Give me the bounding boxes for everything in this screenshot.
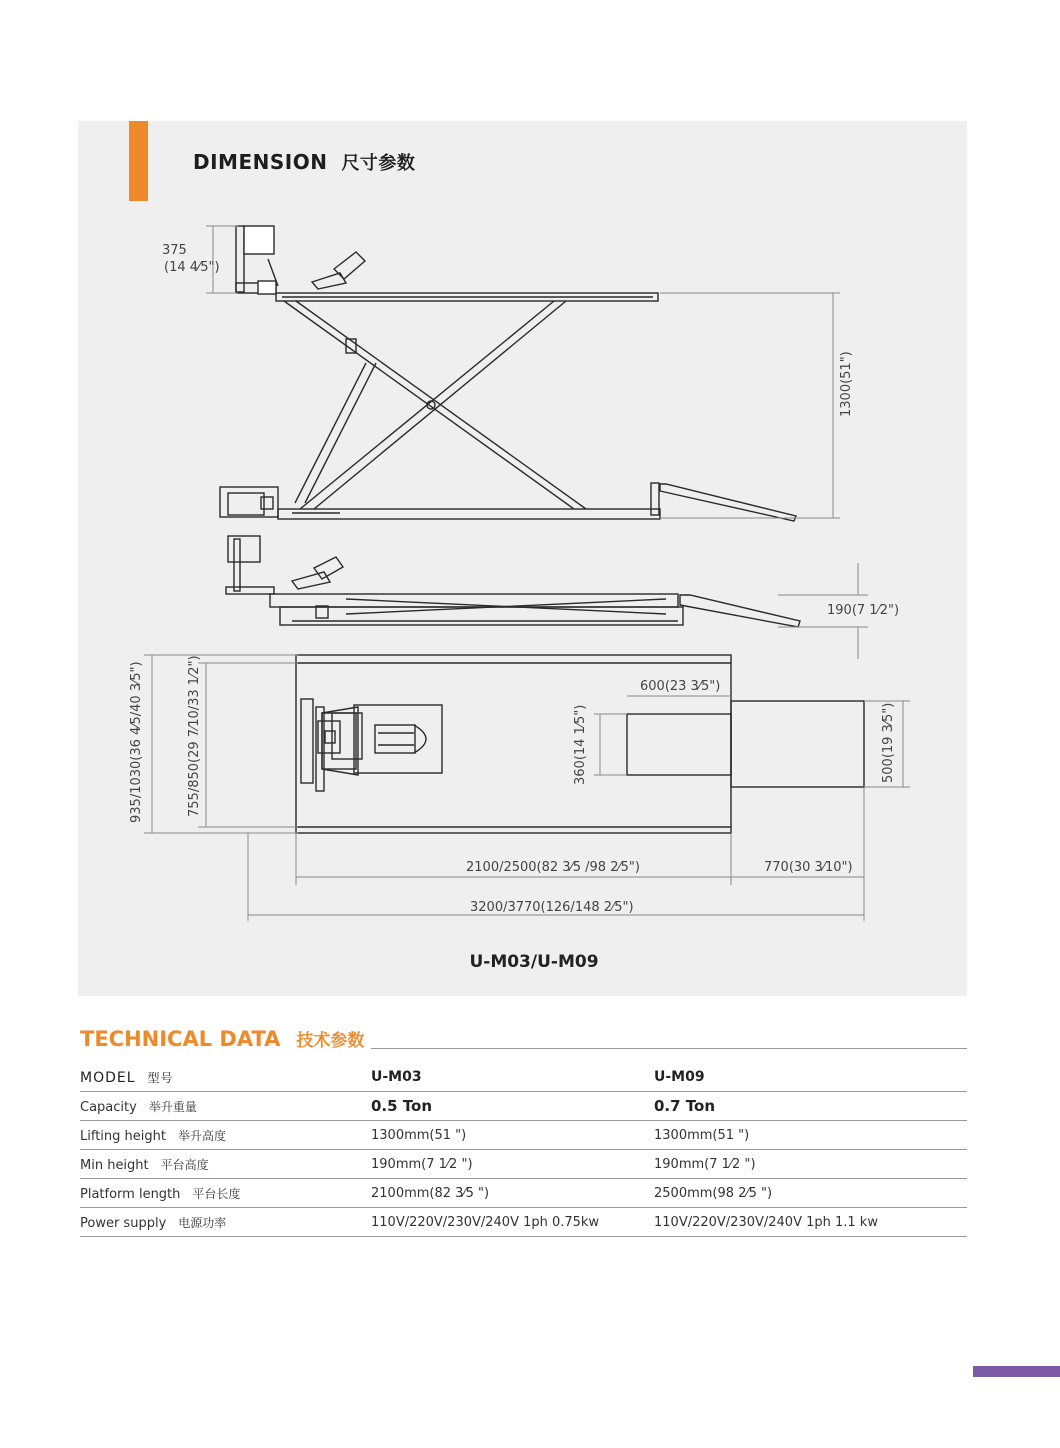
dim-overall-width: 935/1030(36 4⁄5/40 3⁄5") [129, 661, 144, 823]
cell-u-m03: 0.5 Ton [371, 1092, 654, 1121]
dim-dropout-length: 600(23 3⁄5") [640, 679, 721, 694]
cell-u-m03: U-M03 [371, 1063, 654, 1092]
row-label [80, 1179, 371, 1208]
dim-ramp-width: 500(19 3⁄5") [881, 702, 896, 783]
dimension-title-zh: 尺寸参数 [341, 153, 416, 174]
row-label [80, 1063, 371, 1092]
label-en: Power supply [80, 1215, 167, 1231]
lowered-side-view [226, 536, 800, 627]
cell-u-m03: 190mm(7 1⁄2 ") [371, 1150, 654, 1179]
table-row [80, 1063, 967, 1092]
technical-title-zh: 技术参数 [296, 1031, 365, 1051]
cell-u-m09: 1300mm(51 ") [654, 1121, 967, 1150]
cell-u-m09: 190mm(7 1⁄2 ") [654, 1150, 967, 1179]
cell-u-m09: 2500mm(98 2⁄5 ") [654, 1179, 967, 1208]
dim-handle-height: 375 [162, 243, 187, 258]
row-label [80, 1150, 371, 1179]
dim-dropout-width: 360(14 1⁄5") [573, 704, 588, 785]
raised-side-view [220, 226, 796, 521]
technical-data-title [80, 1026, 364, 1051]
cell-u-m03: 1300mm(51 ") [371, 1121, 654, 1150]
label-en: Min height [80, 1157, 149, 1173]
dim-platform-length: 2100/2500(82 3⁄5 /98 2⁄5") [466, 860, 640, 875]
table-row [80, 1121, 967, 1150]
cell-u-m09: U-M09 [654, 1063, 967, 1092]
label-zh: 举升重量 [148, 1099, 197, 1114]
model-caption: U-M03/U-M09 [469, 952, 599, 972]
lift-dimension-drawing [78, 121, 967, 996]
dim-overall-length: 3200/3770(126/148 2⁄5") [470, 900, 634, 915]
table-row [80, 1092, 967, 1121]
dim-platform-width: 755/850(29 7⁄10/33 1⁄2") [187, 655, 202, 817]
row-label [80, 1208, 371, 1237]
cell-u-m03: 2100mm(82 3⁄5 ") [371, 1179, 654, 1208]
table-row [80, 1150, 967, 1179]
spec-table [80, 1063, 967, 1237]
dim-handle-height-in: (14 4⁄5") [164, 260, 220, 275]
dim-ramp-length: 770(30 3⁄10") [764, 860, 853, 875]
label-zh: 电源功率 [178, 1215, 227, 1230]
dim-lift-height: 1300(51") [839, 351, 854, 417]
label-zh: 平台长度 [192, 1186, 241, 1201]
label-zh: 型号 [147, 1070, 174, 1085]
title-rule [371, 1048, 967, 1049]
table-row [80, 1208, 967, 1237]
cell-u-m09: 0.7 Ton [654, 1092, 967, 1121]
table-row [80, 1179, 967, 1208]
label-zh: 举升高度 [177, 1128, 226, 1143]
dim-min-height: 190(7 1⁄2") [827, 603, 900, 618]
label-zh: 平台高度 [160, 1157, 209, 1172]
label-en: Capacity [80, 1099, 137, 1115]
cell-u-m03: 110V/220V/230V/240V 1ph 0.75kw [371, 1208, 654, 1237]
label-en: Lifting height [80, 1128, 166, 1144]
label-en: MODEL [80, 1069, 136, 1086]
label-en: Platform length [80, 1186, 181, 1202]
dimension-title-en: DIMENSION [193, 150, 328, 174]
footer-accent-bar [973, 1366, 1060, 1377]
cell-u-m09: 110V/220V/230V/240V 1ph 1.1 kw [654, 1208, 967, 1237]
row-label [80, 1092, 371, 1121]
row-label [80, 1121, 371, 1150]
technical-title-en: TECHNICAL DATA [80, 1027, 281, 1051]
